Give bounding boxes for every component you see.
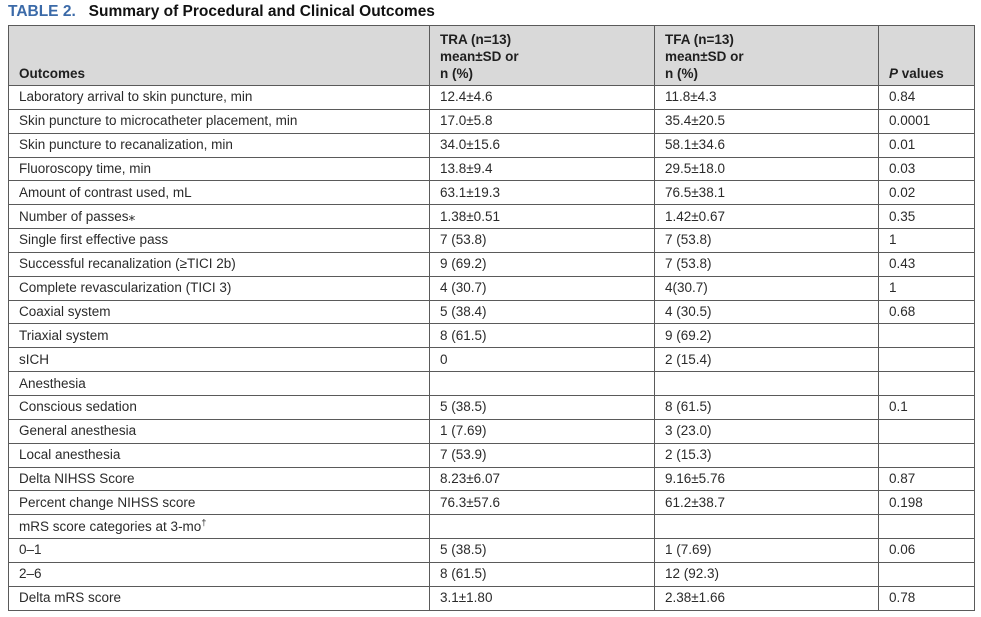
header-row (9, 26, 975, 86)
table-row (9, 419, 975, 443)
tfa-cell: 2 (15.3) (655, 443, 879, 467)
table-row (9, 181, 975, 205)
table-row (9, 252, 975, 276)
table-caption (8, 3, 435, 21)
tra-cell: 5 (38.5) (430, 539, 655, 563)
tfa-cell: 3 (23.0) (655, 419, 879, 443)
table-row (9, 491, 975, 515)
header-tfa (655, 26, 879, 86)
p-value-cell: 0.43 (879, 252, 975, 276)
header-tfa-line2: mean±SD or (665, 49, 744, 64)
table-row (9, 109, 975, 133)
tfa-cell: 11.8±4.3 (655, 86, 879, 110)
tfa-cell: 7 (53.8) (655, 229, 879, 253)
outcome-cell: Single first effective pass (9, 229, 430, 253)
outcome-cell: Triaxial system (9, 324, 430, 348)
outcome-cell: Skin puncture to microcatheter placement, min (9, 109, 430, 133)
table-row (9, 133, 975, 157)
outcome-cell: Conscious sedation (9, 395, 430, 419)
header-tra (430, 26, 655, 86)
outcome-cell: Skin puncture to recanalization, min (9, 133, 430, 157)
outcome-cell: 0–1 (9, 539, 430, 563)
outcome-cell: Complete revascularization (TICI 3) (9, 276, 430, 300)
outcome-cell: General anesthesia (9, 419, 430, 443)
p-value-cell: 0.35 (879, 205, 975, 229)
table-row (9, 276, 975, 300)
header-tfa-line1: TFA (n=13) (665, 32, 734, 47)
tra-cell: 12.4±4.6 (430, 86, 655, 110)
p-value-cell: 0.02 (879, 181, 975, 205)
p-value-cell: 0.78 (879, 586, 975, 610)
table-row (9, 205, 975, 229)
tfa-cell: 9.16±5.76 (655, 467, 879, 491)
p-value-cell: 1 (879, 276, 975, 300)
p-value-cell (879, 443, 975, 467)
outcome-cell: Delta mRS score (9, 586, 430, 610)
p-value-cell (879, 348, 975, 372)
tfa-cell: 76.5±38.1 (655, 181, 879, 205)
tra-cell: 63.1±19.3 (430, 181, 655, 205)
tra-cell: 7 (53.9) (430, 443, 655, 467)
tfa-cell (655, 515, 879, 539)
tra-cell: 9 (69.2) (430, 252, 655, 276)
p-value-cell: 0.0001 (879, 109, 975, 133)
p-value-cell (879, 562, 975, 586)
outcome-cell: Delta NIHSS Score (9, 467, 430, 491)
tra-cell: 1 (7.69) (430, 419, 655, 443)
tfa-cell: 12 (92.3) (655, 562, 879, 586)
outcome-cell: Successful recanalization (≥TICI 2b) (9, 252, 430, 276)
table-row (9, 324, 975, 348)
tfa-cell: 9 (69.2) (655, 324, 879, 348)
outcome-cell: Coaxial system (9, 300, 430, 324)
header-p-values (879, 26, 975, 86)
outcome-cell (9, 515, 430, 539)
tra-cell: 34.0±15.6 (430, 133, 655, 157)
table-row (9, 86, 975, 110)
table-row (9, 562, 975, 586)
outcome-text: mRS score categories at 3-mo (19, 518, 202, 534)
p-value-cell (879, 372, 975, 396)
p-value-cell: 0.84 (879, 86, 975, 110)
header-p-letter: P (889, 66, 899, 81)
tra-cell: 7 (53.8) (430, 229, 655, 253)
tra-cell: 8 (61.5) (430, 562, 655, 586)
table-row (9, 300, 975, 324)
outcome-cell: Anesthesia (9, 372, 430, 396)
p-value-cell: 0.06 (879, 539, 975, 563)
table-row (9, 443, 975, 467)
header-tra-line2: mean±SD or (440, 49, 519, 64)
tra-cell: 17.0±5.8 (430, 109, 655, 133)
p-value-cell: 0.03 (879, 157, 975, 181)
tra-cell: 5 (38.4) (430, 300, 655, 324)
tfa-cell: 8 (61.5) (655, 395, 879, 419)
p-value-cell: 0.68 (879, 300, 975, 324)
table-row (9, 515, 975, 539)
tra-cell: 0 (430, 348, 655, 372)
header-tra-line3: n (%) (440, 66, 473, 81)
outcome-cell: Local anesthesia (9, 443, 430, 467)
outcome-cell: Number of passes⁎ (9, 205, 430, 229)
outcomes-table (8, 25, 975, 611)
tfa-cell: 4(30.7) (655, 276, 879, 300)
header-tfa-line3: n (%) (665, 66, 698, 81)
outcome-cell: Amount of contrast used, mL (9, 181, 430, 205)
tfa-cell: 58.1±34.6 (655, 133, 879, 157)
outcome-cell: Laboratory arrival to skin puncture, min (9, 86, 430, 110)
tra-cell: 76.3±57.6 (430, 491, 655, 515)
tfa-cell: 4 (30.5) (655, 300, 879, 324)
tra-cell: 13.8±9.4 (430, 157, 655, 181)
outcome-cell: sICH (9, 348, 430, 372)
tra-cell: 5 (38.5) (430, 395, 655, 419)
header-p-rest: values (898, 66, 944, 81)
outcome-cell: 2–6 (9, 562, 430, 586)
table-row (9, 539, 975, 563)
p-value-cell (879, 515, 975, 539)
p-value-cell: 1 (879, 229, 975, 253)
p-value-cell: 0.01 (879, 133, 975, 157)
table-title: Summary of Procedural and Clinical Outcomes (88, 3, 435, 20)
tfa-cell: 2.38±1.66 (655, 586, 879, 610)
tra-cell: 3.1±1.80 (430, 586, 655, 610)
p-value-cell: 0.198 (879, 491, 975, 515)
tra-cell: 4 (30.7) (430, 276, 655, 300)
tfa-cell: 29.5±18.0 (655, 157, 879, 181)
tfa-cell: 7 (53.8) (655, 252, 879, 276)
p-value-cell: 0.1 (879, 395, 975, 419)
table-row (9, 157, 975, 181)
footnote-dagger: † (201, 517, 207, 528)
table-row (9, 229, 975, 253)
table-row (9, 586, 975, 610)
tra-cell: 8.23±6.07 (430, 467, 655, 491)
tfa-cell: 35.4±20.5 (655, 109, 879, 133)
table-row (9, 395, 975, 419)
outcome-cell: Fluoroscopy time, min (9, 157, 430, 181)
tfa-cell: 1 (7.69) (655, 539, 879, 563)
header-outcomes: Outcomes (9, 26, 430, 86)
table-row (9, 348, 975, 372)
p-value-cell (879, 419, 975, 443)
tfa-cell: 61.2±38.7 (655, 491, 879, 515)
tra-cell (430, 515, 655, 539)
tra-cell (430, 372, 655, 396)
table-row (9, 372, 975, 396)
header-tra-line1: TRA (n=13) (440, 32, 512, 47)
table-row (9, 467, 975, 491)
p-value-cell (879, 324, 975, 348)
outcome-cell: Percent change NIHSS score (9, 491, 430, 515)
tra-cell: 1.38±0.51 (430, 205, 655, 229)
tra-cell: 8 (61.5) (430, 324, 655, 348)
table-number: TABLE 2. (8, 3, 76, 20)
p-value-cell: 0.87 (879, 467, 975, 491)
tfa-cell (655, 372, 879, 396)
tfa-cell: 2 (15.4) (655, 348, 879, 372)
tfa-cell: 1.42±0.67 (655, 205, 879, 229)
